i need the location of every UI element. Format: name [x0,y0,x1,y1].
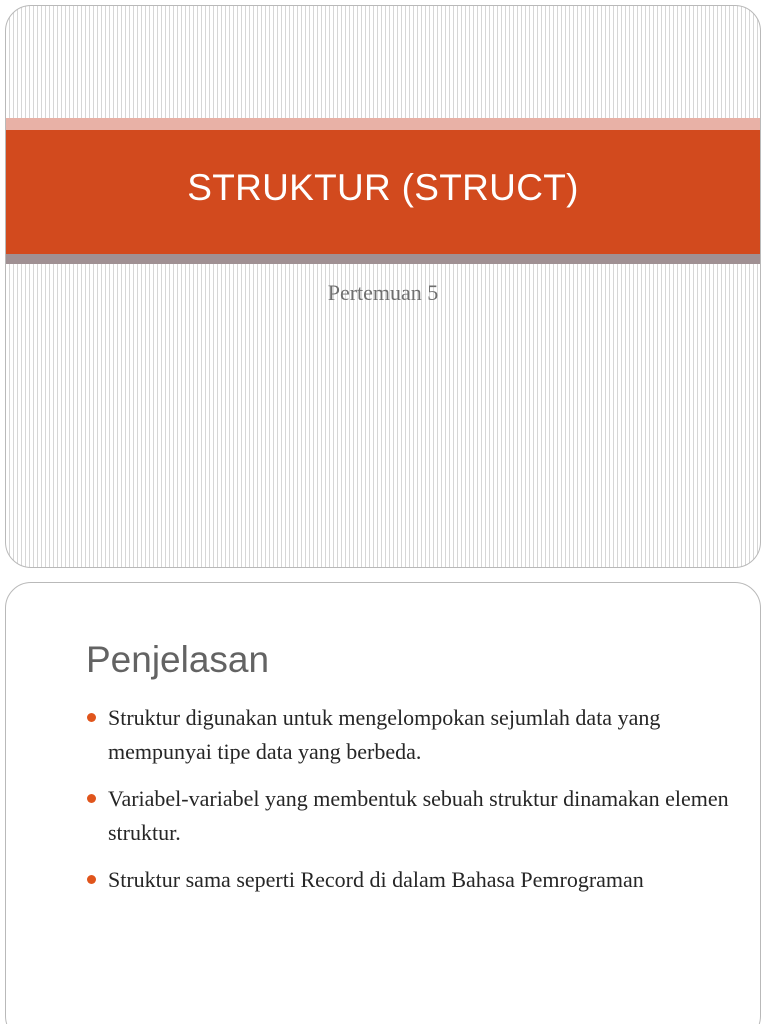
title-top-stripe [6,118,760,130]
slide-heading: Penjelasan [86,639,270,680]
bullet-item [86,863,746,897]
bullet-dot-icon [87,875,96,884]
bullet-text: Variabel-variabel yang membentuk sebuah struktur dinamakan elemen struktur. [108,786,729,845]
bullet-list [86,701,746,910]
bullet-item [86,782,746,850]
bullet-item [86,701,746,769]
content-slide [5,582,761,1024]
bullet-dot-icon [87,794,96,803]
bullet-text: Struktur digunakan untuk mengelompokan sejumlah data yang mempunyai tipe data yang berbeda. [108,705,661,764]
slide-subtitle: Pertemuan 5 [327,280,439,305]
title-bottom-stripe [6,254,760,264]
title-band [6,130,760,254]
title-slide [5,5,761,568]
bullet-text: Struktur sama seperti Record di dalam Bahasa Pemrograman [108,867,644,892]
bullet-dot-icon [87,713,96,722]
slide-title: STRUKTUR (STRUCT) [187,167,579,208]
